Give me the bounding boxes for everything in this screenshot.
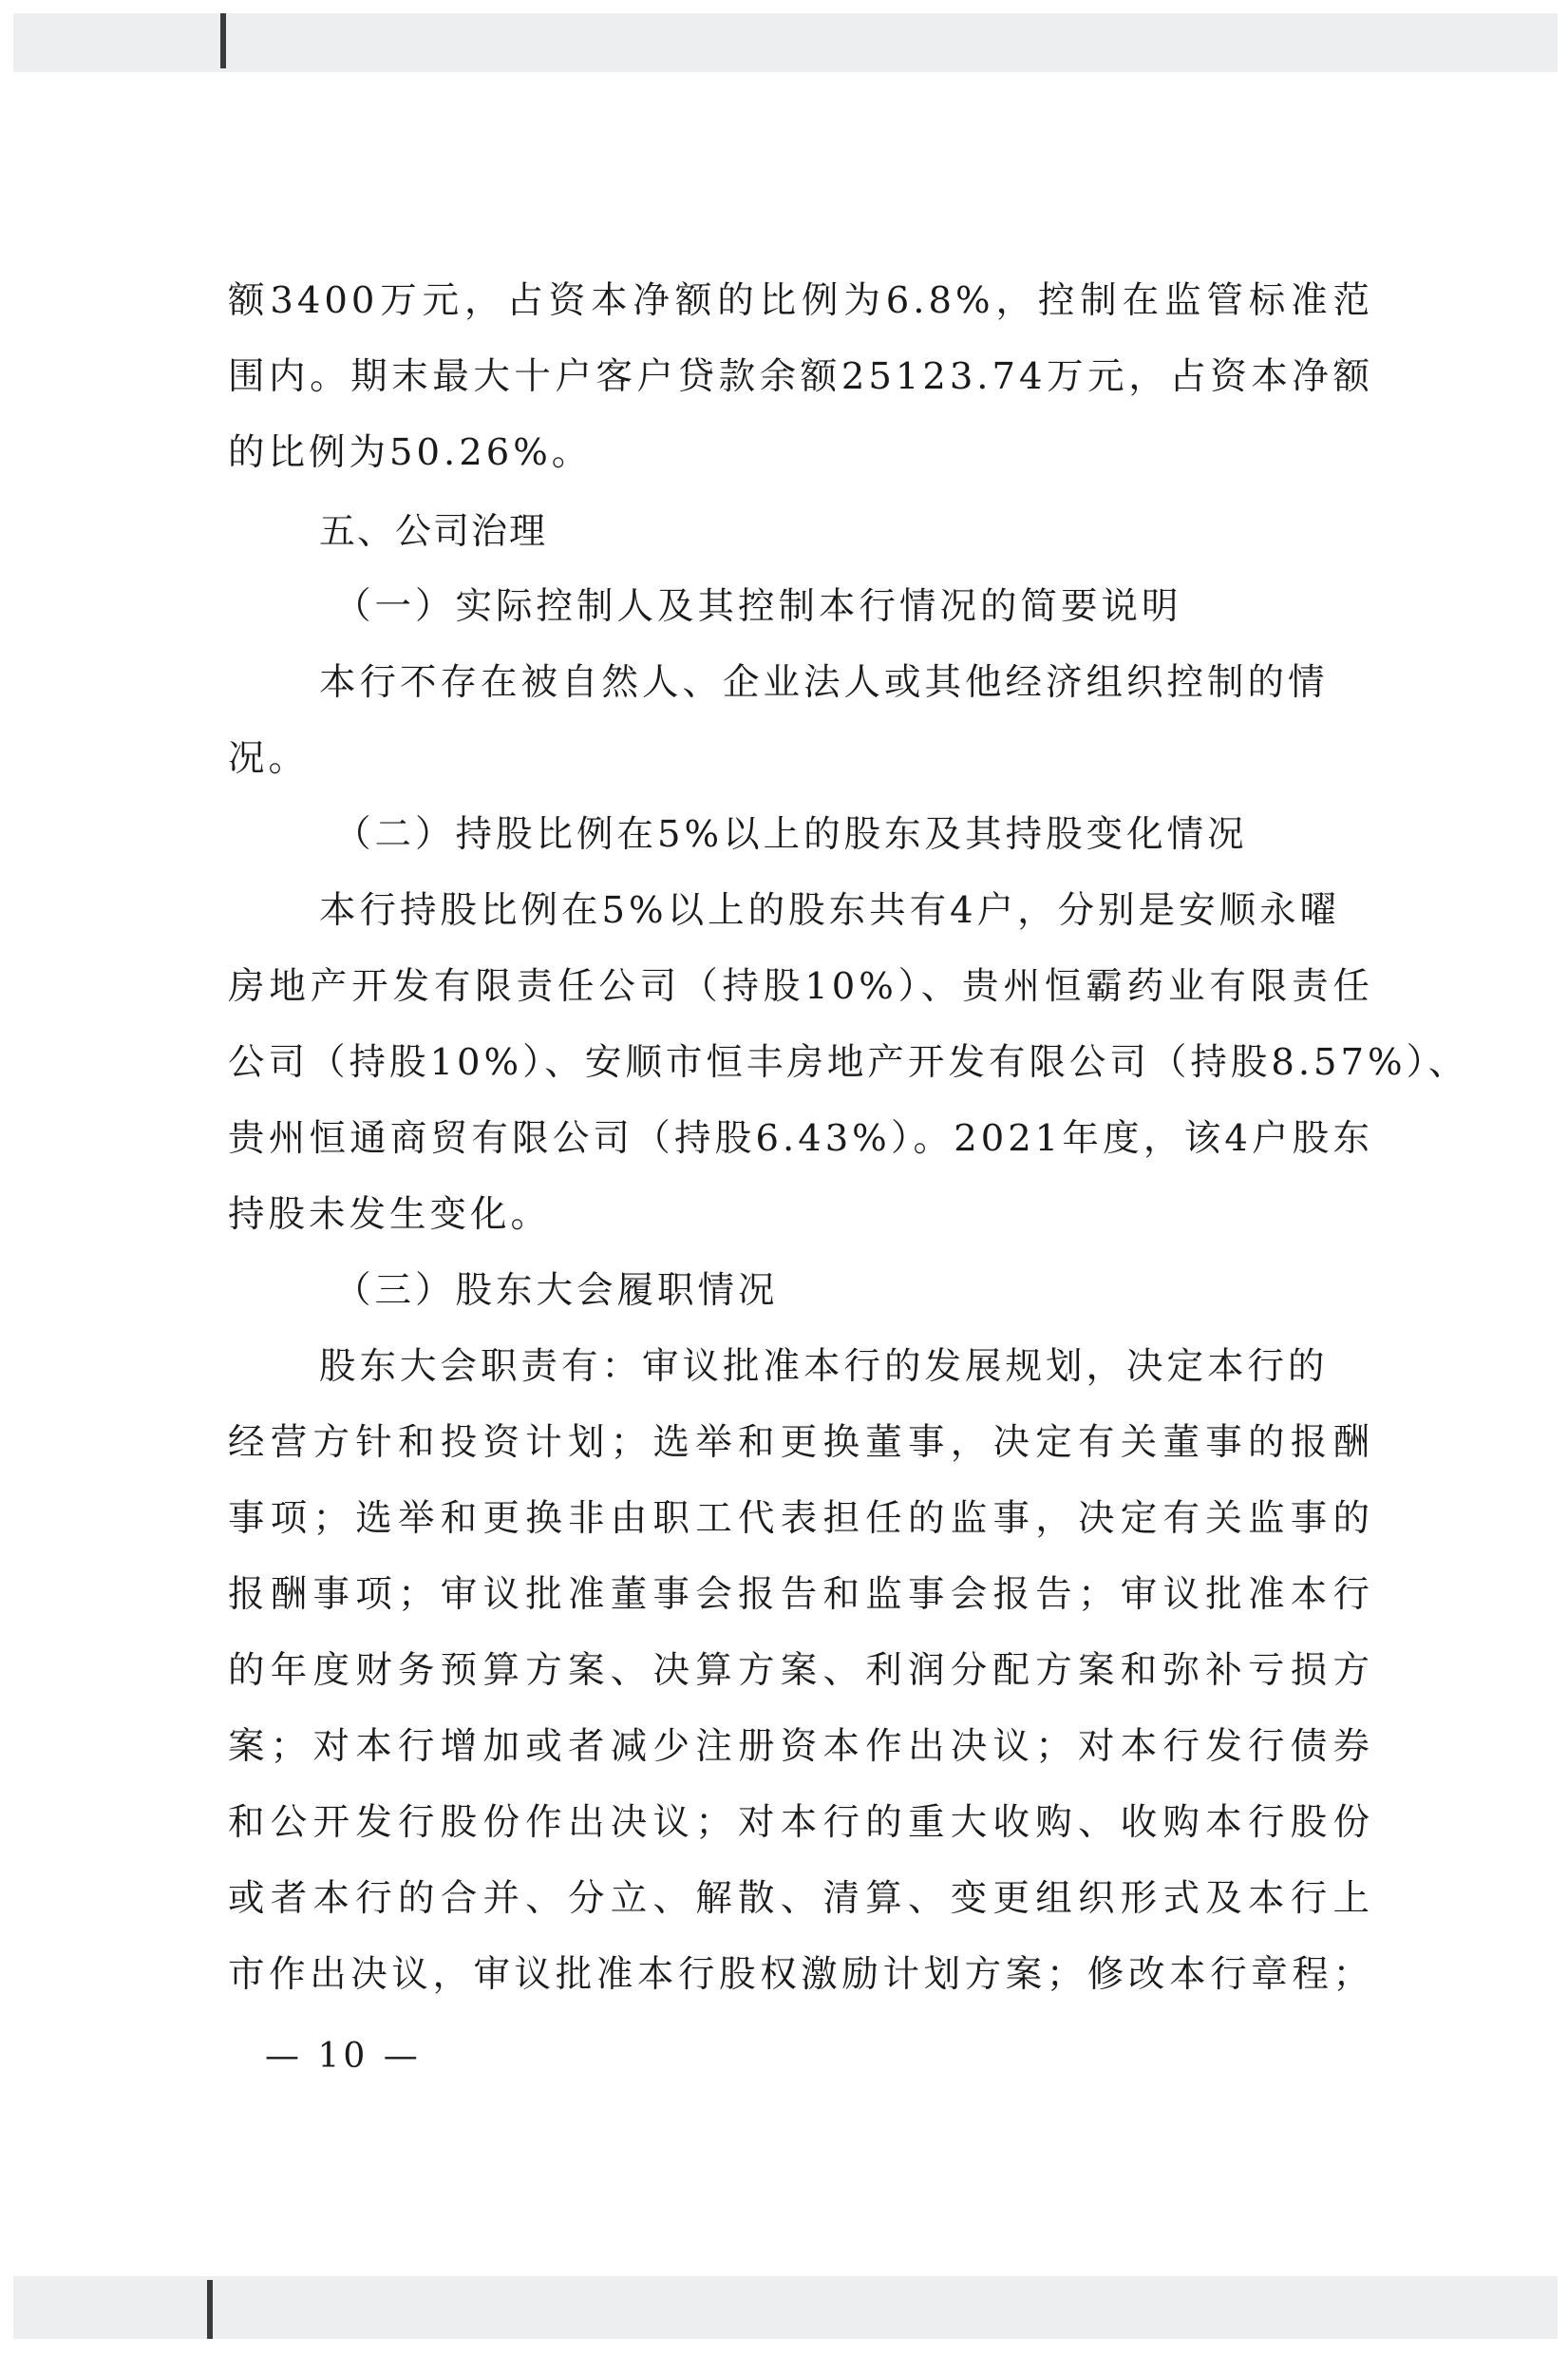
body-line-12: 贵州恒通商贸有限公司（持股6.43%）。2021年度，该4户股东 xyxy=(228,1117,1373,1160)
subsection-heading-3: （三）股东大会履职情况 xyxy=(334,1269,779,1312)
subsection-heading-1: （一）实际控制人及其控制本行情况的简要说明 xyxy=(334,585,1182,628)
body-line-7: 况。 xyxy=(228,737,310,780)
section-heading-governance: 五、公司治理 xyxy=(319,510,548,552)
body-line-15: 股东大会职责有：审议批准本行的发展规划，决定本行的 xyxy=(319,1345,1329,1388)
body-line-19: 的年度财务预算方案、决算方案、利润分配方案和弥补亏损方 xyxy=(228,1649,1373,1692)
body-line-20: 案；对本行增加或者减少注册资本作出决议；对本行发行债券 xyxy=(228,1725,1373,1768)
body-line-6: 本行不存在被自然人、企业法人或其他经济组织控制的情 xyxy=(319,661,1329,704)
page-number: — 10 — xyxy=(265,2037,422,2076)
body-line-1: 额3400万元，占资本净额的比例为6.8%，控制在监管标准范 xyxy=(228,279,1373,322)
scan-bottom-mark xyxy=(207,2280,213,2339)
body-line-16: 经营方针和投资计划；选举和更换董事，决定有关董事的报酬 xyxy=(228,1421,1373,1464)
body-line-21: 和公开发行股份作出决议；对本行的重大收购、收购本行股份 xyxy=(228,1801,1373,1844)
body-line-17: 事项；选举和更换非由职工代表担任的监事，决定有关监事的 xyxy=(228,1497,1373,1540)
body-line-13: 持股未发生变化。 xyxy=(228,1193,552,1236)
body-line-18: 报酬事项；审议批准董事会报告和监事会报告；审议批准本行 xyxy=(228,1573,1373,1616)
scan-top-mark xyxy=(220,13,226,68)
body-line-22: 或者本行的合并、分立、解散、清算、变更组织形式及本行上 xyxy=(228,1877,1373,1920)
subsection-heading-2: （二）持股比例在5%以上的股东及其持股变化情况 xyxy=(334,813,1248,856)
body-line-3: 的比例为50.26%。 xyxy=(228,431,593,474)
body-line-23: 市作出决议，审议批准本行股权激励计划方案；修改本行章程； xyxy=(228,1953,1373,1996)
body-line-10: 房地产开发有限责任公司（持股10%）、贵州恒霸药业有限责任 xyxy=(228,965,1373,1008)
body-line-11: 公司（持股10%）、安顺市恒丰房地产开发有限公司（持股8.57%）、 xyxy=(228,1041,1469,1084)
body-line-9: 本行持股比例在5%以上的股东共有4户，分别是安顺永曜 xyxy=(319,889,1341,932)
body-line-2: 围内。期末最大十户客户贷款余额25123.74万元，占资本净额 xyxy=(228,355,1373,398)
scan-top-band xyxy=(13,13,1558,72)
scan-bottom-band xyxy=(13,2276,1558,2339)
